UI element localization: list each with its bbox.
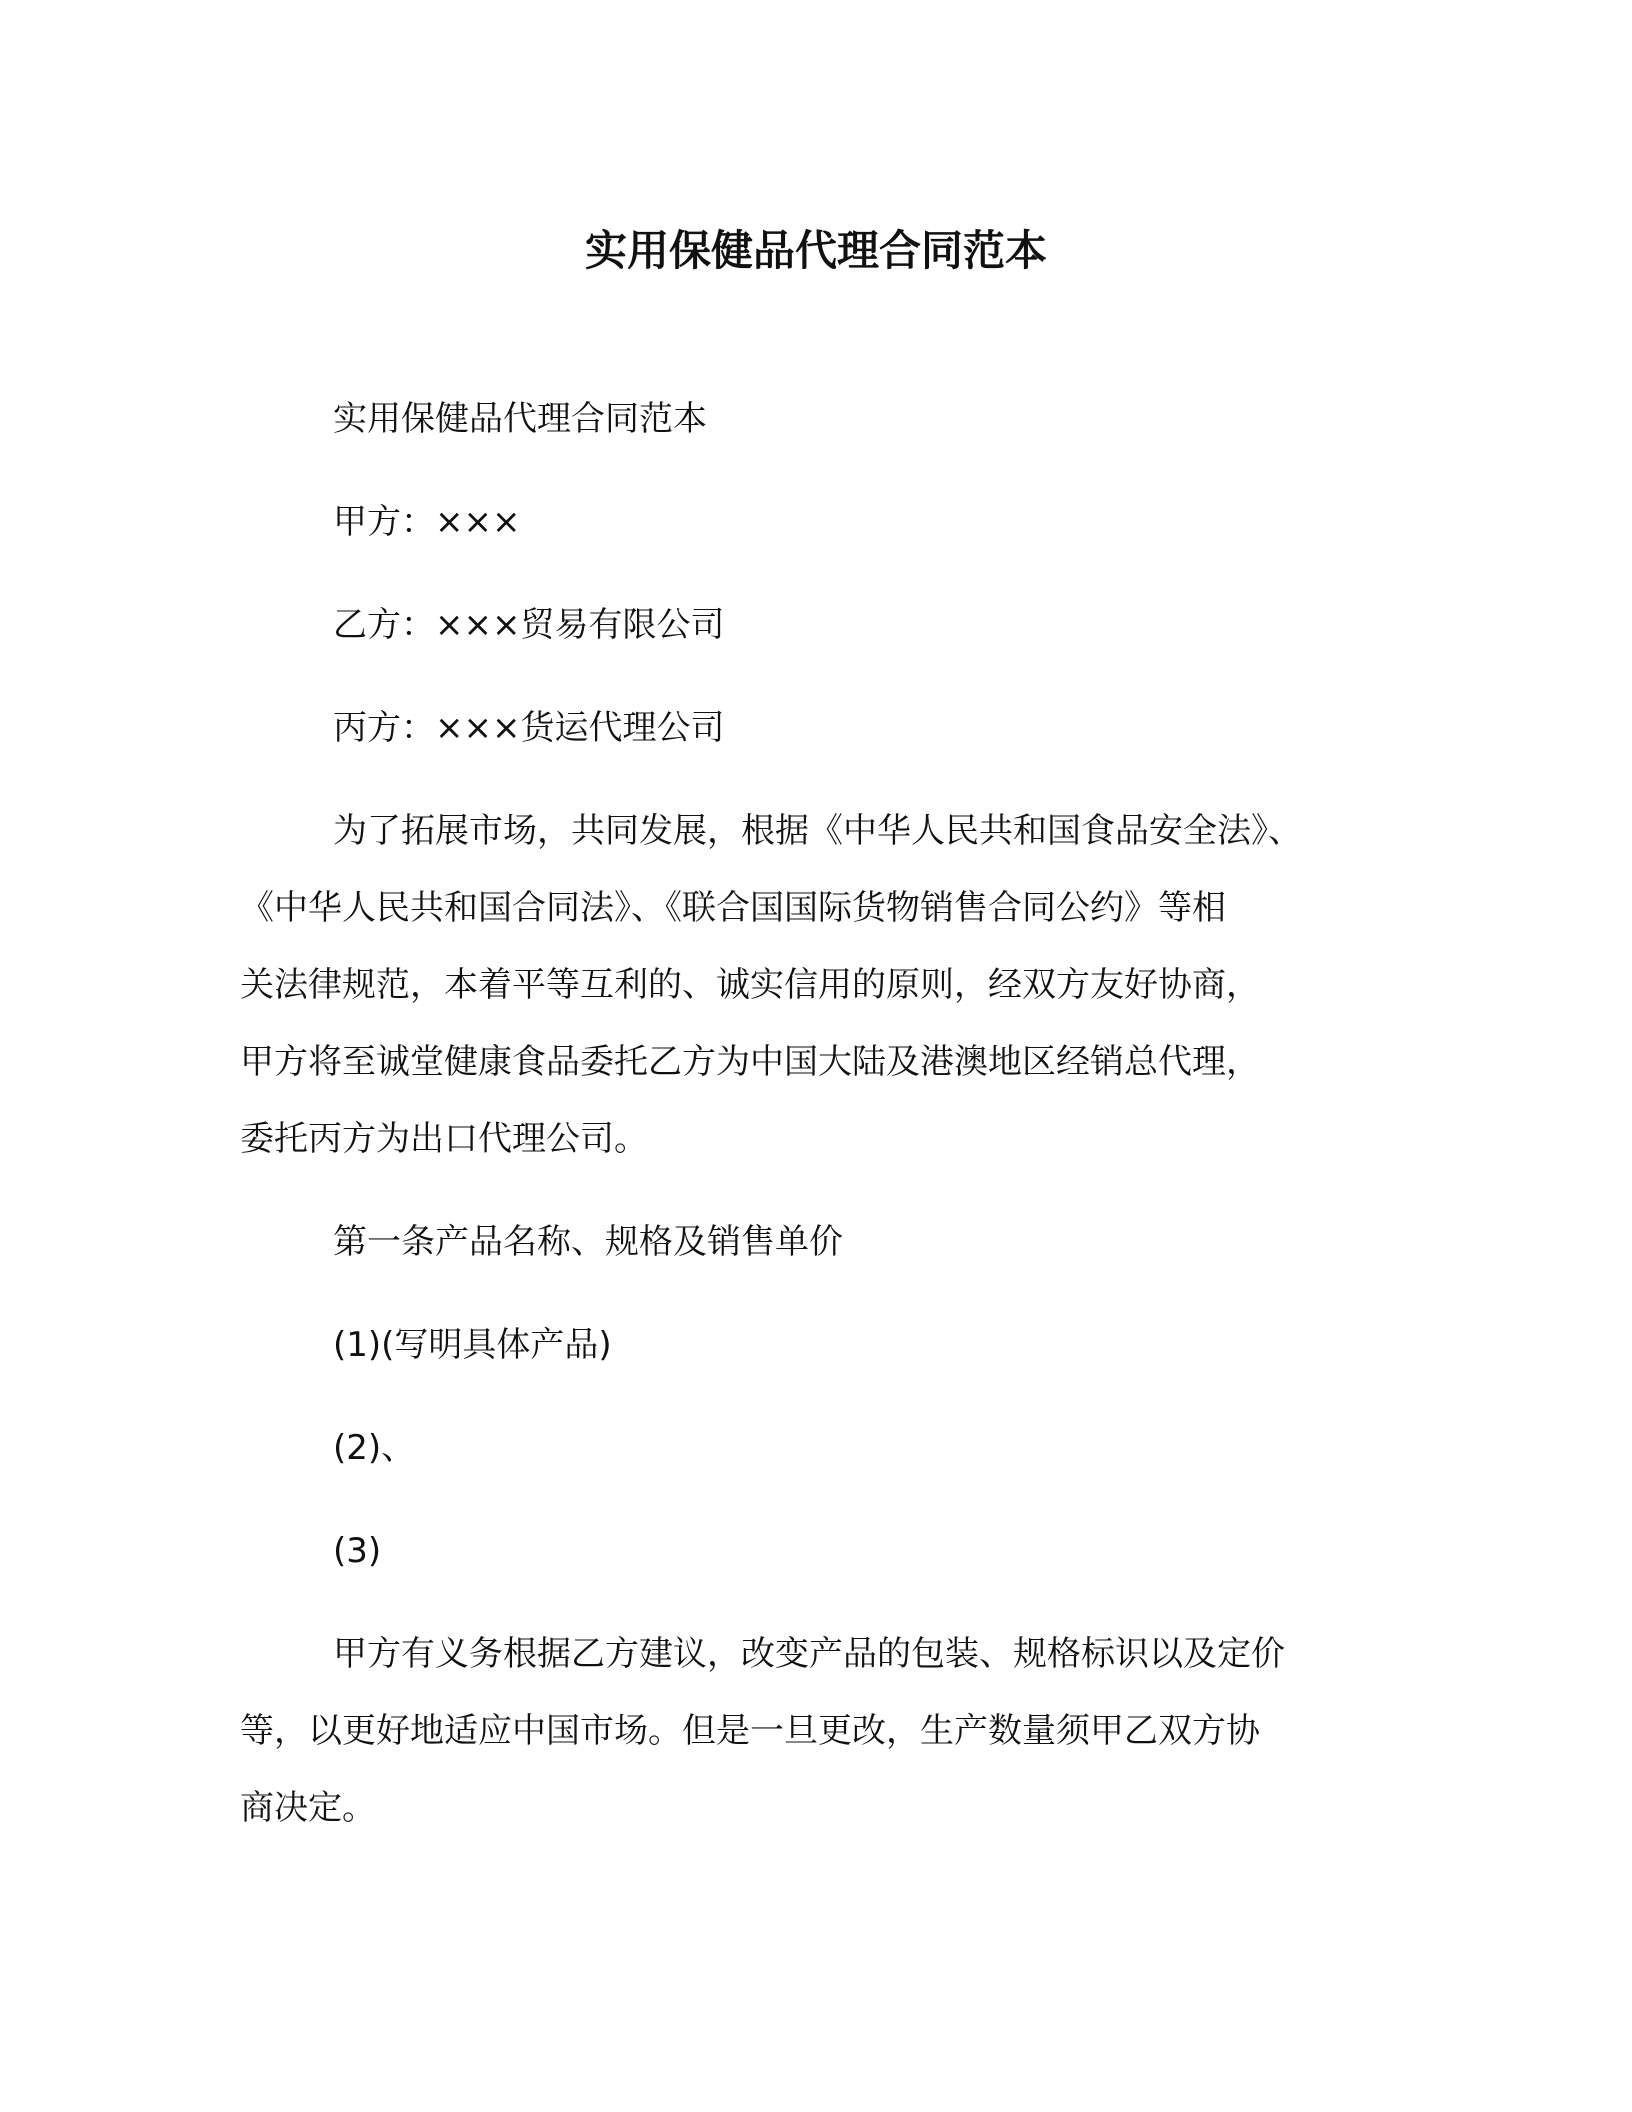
article1-heading: 第一条产品名称、规格及销售单价 [333, 1222, 843, 1262]
preamble-line-1: 为了拓展市场，共同发展，根据《中华人民共和国食品安全法》、 [333, 811, 1302, 851]
document-title: 实用保健品代理合同范本 [584, 226, 1047, 275]
clause-line-1: 甲方有义务根据乙方建议，改变产品的包装、规格标识以及定价 [333, 1634, 1285, 1674]
subtitle: 实用保健品代理合同范本 [333, 399, 707, 439]
party-a: 甲方：××× [333, 502, 521, 542]
preamble-line-5: 委托丙方为出口代理公司。 [240, 1119, 648, 1159]
list-item: (3) [333, 1531, 382, 1571]
clause-line-3: 商决定。 [240, 1788, 376, 1828]
preamble-line-3: 关法律规范，本着平等互利的、诚实信用的原则，经双方友好协商， [240, 965, 1260, 1005]
preamble-line-2: 《中华人民共和国合同法》、《联合国国际货物销售合同公约》等相 [240, 888, 1226, 928]
party-c: 丙方：×××货运代理公司 [333, 708, 725, 748]
preamble-line-4: 甲方将至诚堂健康食品委托乙方为中国大陆及港澳地区经销总代理， [240, 1042, 1260, 1082]
list-item: (1)(写明具体产品) [333, 1325, 612, 1365]
list-item: (2)、 [333, 1428, 416, 1468]
party-b: 乙方：×××贸易有限公司 [333, 605, 725, 645]
clause-line-2: 等，以更好地适应中国市场。但是一旦更改，生产数量须甲乙双方协 [240, 1711, 1260, 1751]
